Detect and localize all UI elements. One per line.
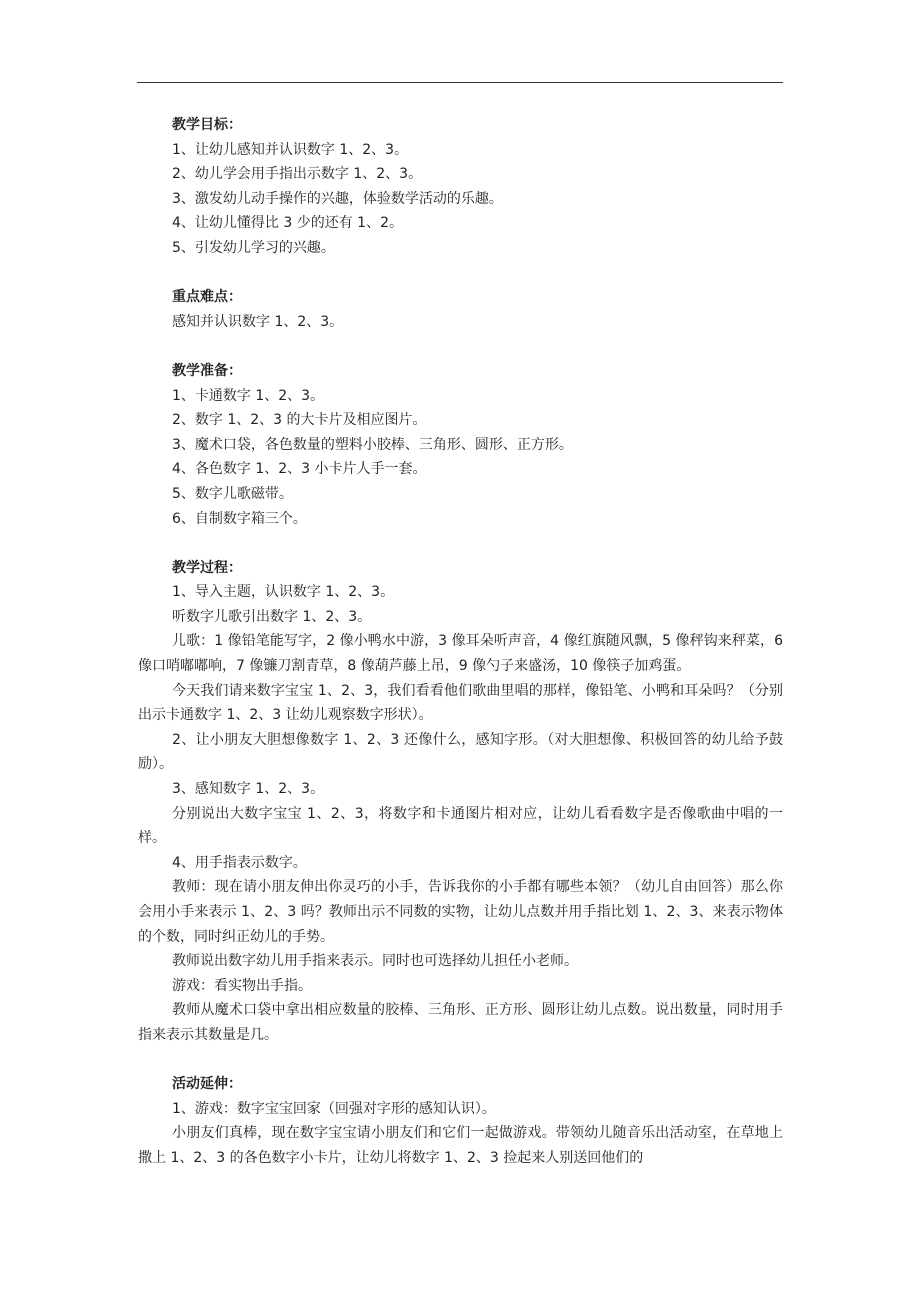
section-heading-extension: 活动延伸： <box>172 1076 242 1093</box>
goal-item: 2、幼儿学会用手指出示数字 1、2、3。 <box>172 166 423 183</box>
process-paragraph: 听数字儿歌引出数字 1、2、3。 <box>172 608 372 625</box>
process-paragraph: 儿歌：1 像铅笔能写字，2 像小鸭水中游，3 像耳朵听声音，4 像红旗随风飘，5 像秤钩来秤菜，6 像口哨嘟嘟响，7 像镰刀割青草，8 像葫芦藤上吊，9 像勺子来盛汤，10 像筷子加鸡蛋。 <box>138 633 783 675</box>
goal-item: 1、让幼儿感知并认识数字 1、2、3。 <box>172 141 409 158</box>
preparation-item: 4、各色数字 1、2、3 小卡片人手一套。 <box>172 461 427 478</box>
section-heading-preparation: 教学准备： <box>172 362 242 379</box>
preparation-item: 5、数字儿歌磁带。 <box>172 485 293 502</box>
process-paragraph: 4、用手指表示数字。 <box>172 854 307 871</box>
section-preparation <box>138 359 783 531</box>
document-body <box>138 113 783 1171</box>
process-paragraph: 分别说出大数字宝宝 1、2、3，将数字和卡通图片相对应，让幼儿看看数字是否像歌曲中唱的一样。 <box>138 805 783 847</box>
process-paragraph: 1、导入主题，认识数字 1、2、3。 <box>172 584 395 601</box>
key-point-item: 感知并认识数字 1、2、3。 <box>172 313 344 330</box>
section-goals <box>138 113 783 261</box>
goal-item: 4、让幼儿懂得比 3 少的还有 1、2。 <box>172 215 403 232</box>
process-paragraph: 教师从魔术口袋中拿出相应数量的胶棒、三角形、正方形、圆形让幼儿点数。说出数量，同时用手指来表示其数量是几。 <box>138 1002 783 1043</box>
section-heading-process: 教学过程： <box>172 559 242 576</box>
preparation-item: 2、数字 1、2、3 的大卡片及相应图片。 <box>172 412 427 429</box>
goal-item: 3、激发幼儿动手操作的兴趣，体验数学活动的乐趣。 <box>172 190 503 207</box>
process-paragraph: 2、让小朋友大胆想像数字 1、2、3 还像什么，感知字形。（对大胆想像、积极回答的幼儿给予鼓励）。 <box>138 731 783 773</box>
process-paragraph: 今天我们请来数字宝宝 1、2、3，我们看看他们歌曲里唱的那样，像铅笔、小鸭和耳朵吗？（分别出示卡通数字 1、2、3 让幼儿观察数字形状）。 <box>138 682 783 724</box>
process-paragraph: 教师：现在请小朋友伸出你灵巧的小手，告诉我你的小手都有哪些本领？（幼儿自由回答）那么你会用小手来表示 1、2、3 吗？教师出示不同数的实物，让幼儿点数并用手指比划 1、2、3、来表示物体的个数，同时纠正幼儿的手势。 <box>138 879 783 945</box>
section-key-points <box>138 285 783 334</box>
section-heading-goals: 教学目标： <box>172 117 242 133</box>
header-rule <box>137 82 783 83</box>
extension-paragraph: 1、游戏：数字宝宝回家（回强对字形的感知认识）。 <box>172 1100 496 1117</box>
section-extension <box>138 1072 783 1170</box>
goal-item: 5、引发幼儿学习的兴趣。 <box>172 239 335 256</box>
preparation-item: 3、魔术口袋，各色数量的塑料小胶棒、三角形、圆形、正方形。 <box>172 436 573 453</box>
extension-paragraph: 小朋友们真棒，现在数字宝宝请小朋友们和它们一起做游戏。带领幼儿随音乐出活动室，在草地上撒上 1、2、3 的各色数字小卡片，让幼儿将数字 1、2、3 捡起来人别送回他们的 <box>138 1125 783 1166</box>
preparation-item: 1、卡通数字 1、2、3。 <box>172 387 325 404</box>
process-paragraph: 3、感知数字 1、2、3。 <box>172 781 325 798</box>
section-process <box>138 556 783 1048</box>
preparation-item: 6、自制数字箱三个。 <box>172 510 307 527</box>
section-heading-key-points: 重点难点： <box>172 289 242 306</box>
process-paragraph: 游戏：看实物出手指。 <box>172 977 312 994</box>
process-paragraph: 教师说出数字幼儿用手指来表示。同时也可选择幼儿担任小老师。 <box>172 953 578 970</box>
